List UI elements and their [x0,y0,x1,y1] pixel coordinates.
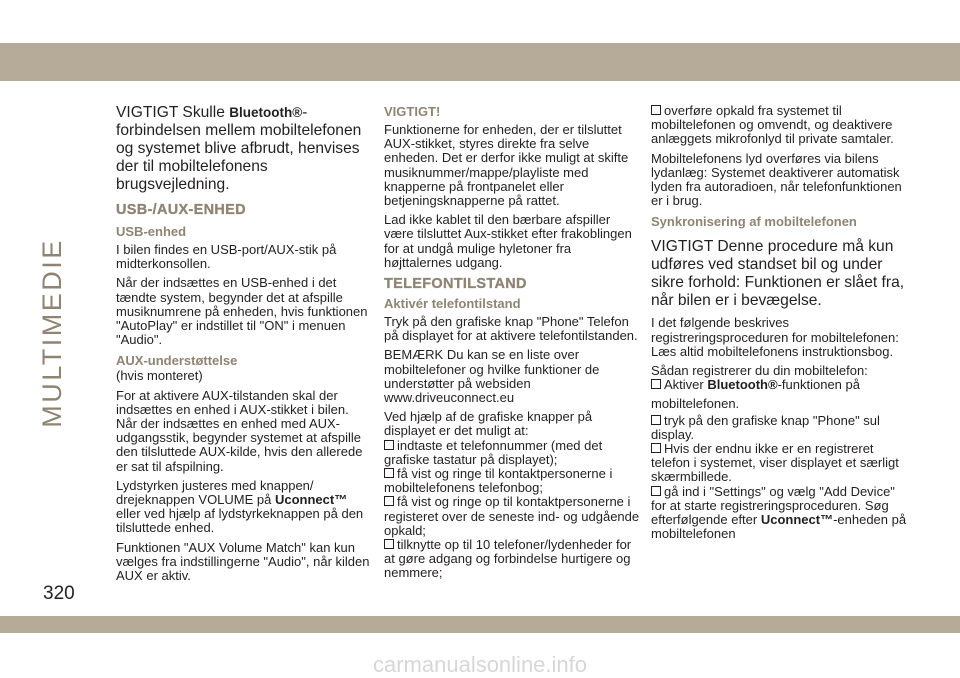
list-item: overføre opkald fra systemet til mobiltelefonen og omvendt, og deaktivere anlæggets mikrofonlyd til private samtaler. [651,103,894,147]
checkbox-bullet-icon [651,443,661,453]
heading-activate-phone: Aktivér telefontilstand [384,296,521,312]
paragraph: Tryk på den grafiske knap "Phone" Telefon på displayet for at aktivere telefontilstanden. [384,314,638,344]
column-2 [384,104,640,586]
paragraph: mobiltelefonen. [651,396,740,412]
page-number: 320 [43,583,75,604]
heading-important: VIGTIGT! [384,104,441,119]
paragraph: Ved hjælp af de grafiske knapper på displayet er det muligt at: [384,409,593,439]
checkbox-bullet-icon [384,468,394,478]
watermark: carmanualsonline.info [372,652,588,677]
heading-usb-device: USB-enhed [116,224,187,239]
paragraph: (hvis monteret) [116,368,203,384]
list-item: tryk på den grafiske knap "Phone" sul display. [651,412,880,442]
paragraph: Mobiltelefonens lyd overføres via bilens lydanlæg: Systemet deaktiverer automatisk lyden fra autoradioen, når telefonfunktionen er i brug. [651,150,902,209]
paragraph: BEMÆRK Du kan se en liste over mobiltelefoner og hvilke funktioner de understøtter på websiden www.driveuconnect.eu [384,347,600,406]
list-item: gå ind i "Settings" og vælg "Add Device" for at starte registreringsproceduren. Søg efterfølgende efter Uconnect™-enheden på mobiltelefonen [651,483,907,542]
list-item: indtaste et telefonnummer (med det grafiske tastatur på displayet); [384,437,603,467]
heading-usb-aux: USB-/AUX-ENHED [116,202,246,218]
checkbox-bullet-icon [384,539,394,549]
heading-phone-sync: Synkronisering af mobiltelefonen [651,214,857,230]
heading-phone-mode: TELEFONTILSTAND [384,276,527,293]
checkbox-bullet-icon [384,440,394,450]
column-3 [651,104,907,546]
list-item: få vist og ringe op til kontaktpersonerne i registeret over de seneste ind- og udgående opkald; [384,494,640,538]
procedure-warning: VIGTIGT Denne procedure må kun udføres ved standset bil og under sikre forhold: Funktionen er slået fra, når bilen er i bevægelse. [651,238,905,310]
heading-aux-support: AUX-understøttelse [116,353,238,369]
paragraph: Når der indsættes en USB-enhed i det tændte system, begynder det at afspille musiknumrene på enheden, hvis funktionen "AutoPlay" er indstillet til "ON" i menuen "Audio". [116,275,368,348]
footer-band [0,616,960,633]
list-item: Hvis der endnu ikke er en registreret telefon i systemet, viser displayet et særligt skærmbillede. [651,441,899,485]
paragraph: Funktionen "AUX Volume Match" kan kun vælges fra indstillingerne "Audio", når kilden AUX er aktiv. [116,539,370,584]
checkbox-bullet-icon [651,379,661,389]
checkbox-bullet-icon [651,105,661,115]
list-item: tilknytte op til 10 telefoner/lydenheder for at gøre adgang og forbindelse hurtigere og nemmere; [384,537,632,581]
bluetooth-term: Bluetooth® [229,105,303,120]
checkbox-bullet-icon [384,496,394,506]
paragraph: Lad ikke kablet til den bærbare afspiller være tilsluttet Aux-stikket efter frakoblingen for at undgå mulige hyletoner fra højttalernes udgang. [384,212,632,270]
checkbox-bullet-icon [651,486,661,496]
paragraph: Sådan registrerer du din mobiltelefon: [651,363,868,379]
paragraph: For at aktivere AUX-tilstanden skal der indsættes en enhed i AUX-stikket i bilen. Når der indsættes en enhed med AUX-udgangsstik, begynder systemet at afspille den tilsluttede AUX-kilde, hvis den allerede er sat til afspilning. [116,387,363,474]
paragraph: Funktionerne for enheden, der er tilsluttet AUX-stikket, styres direkte fra selve enheden. Det er derfor ikke muligt at skifte musiknummer/mappe/playliste med knapperne på frontpanelet eller betjeningsknapperne på rattet. [384,122,629,209]
paragraph: I bilen findes en USB-port/AUX-stik på midterkonsollen. [116,242,337,272]
header-band [0,43,960,81]
paragraph: I det følgende beskrives registreringsproceduren for mobiltelefonen: Læs altid mobiltelefonens instruktionsbog. [651,315,899,359]
list-item: Aktiver Bluetooth®-funktionen på [651,378,907,392]
paragraph: Lydstyrken justeres med knappen/ drejeknappen VOLUME på Uconnect™ eller ved hjælp af lydstyrkeknappen på den tilsluttede enhed. [116,477,364,536]
checkbox-bullet-icon [651,415,661,425]
column-1 [116,104,372,588]
list-item: få vist og ringe til kontaktpersonerne i mobiltelefonens telefonbog; [384,466,613,496]
bluetooth-note: VIGTIGT Skulle Bluetooth®-forbindelsen mellem mobiltelefonen og systemet blive afbrudt, henvises der til mobiltelefonens brugsvejledning. [116,104,362,193]
section-label: MULTIMEDIE [37,238,67,428]
top-margin [0,0,960,43]
